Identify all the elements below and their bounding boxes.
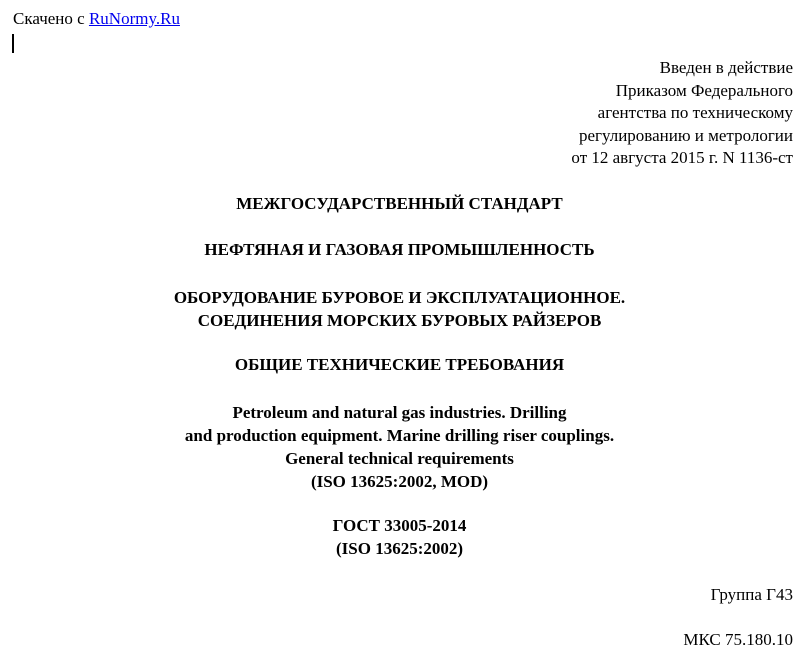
approval-line: Введен в действие <box>659 58 793 77</box>
english-title <box>0 401 799 493</box>
approval-line: регулированию и метрологии <box>578 125 793 145</box>
interstate-standard-title: МЕЖГОСУДАРСТВЕННЫЙ СТАНДАРТ <box>236 194 563 213</box>
approval-block <box>571 57 793 170</box>
standard-number <box>0 514 799 560</box>
gost-number: ГОСТ 33005-2014 <box>332 516 467 535</box>
equipment-title-line: ОБОРУДОВАНИЕ БУРОВОЕ И ЭКСПЛУАТАЦИОННОЕ. <box>173 288 626 307</box>
general-requirements-title: ОБЩИЕ ТЕХНИЧЕСКИЕ ТРЕБОВАНИЯ <box>234 355 565 374</box>
english-title-line: Petroleum and natural gas industries. Drilling <box>232 403 567 422</box>
equipment-title-line: СОЕДИНЕНИЯ МОРСКИХ БУРОВЫХ РАЙЗЕРОВ <box>197 311 602 330</box>
approval-line: от 12 августа 2015 г. N 1136-ст <box>571 148 793 167</box>
approval-line: Приказом Федерального <box>615 80 793 100</box>
runormy-link[interactable]: RuNormy.Ru <box>88 9 180 28</box>
english-title-line: General technical requirements <box>285 449 514 468</box>
approval-line: агентства по техническому <box>597 103 793 122</box>
equipment-title <box>0 286 799 332</box>
mks-code: МКС 75.180.10 <box>683 630 793 649</box>
english-title-line: and production equipment. Marine drilling riser couplings. <box>184 426 615 445</box>
english-title-line: (ISO 13625:2002, MOD) <box>310 472 489 491</box>
text-cursor <box>12 34 14 53</box>
group-code: Группа Г43 <box>710 585 793 604</box>
iso-number: (ISO 13625:2002) <box>335 539 464 558</box>
industry-title: НЕФТЯНАЯ И ГАЗОВАЯ ПРОМЫШЛЕННОСТЬ <box>204 240 595 259</box>
download-prefix: Скачено с <box>13 9 89 28</box>
download-source-line <box>13 9 180 29</box>
